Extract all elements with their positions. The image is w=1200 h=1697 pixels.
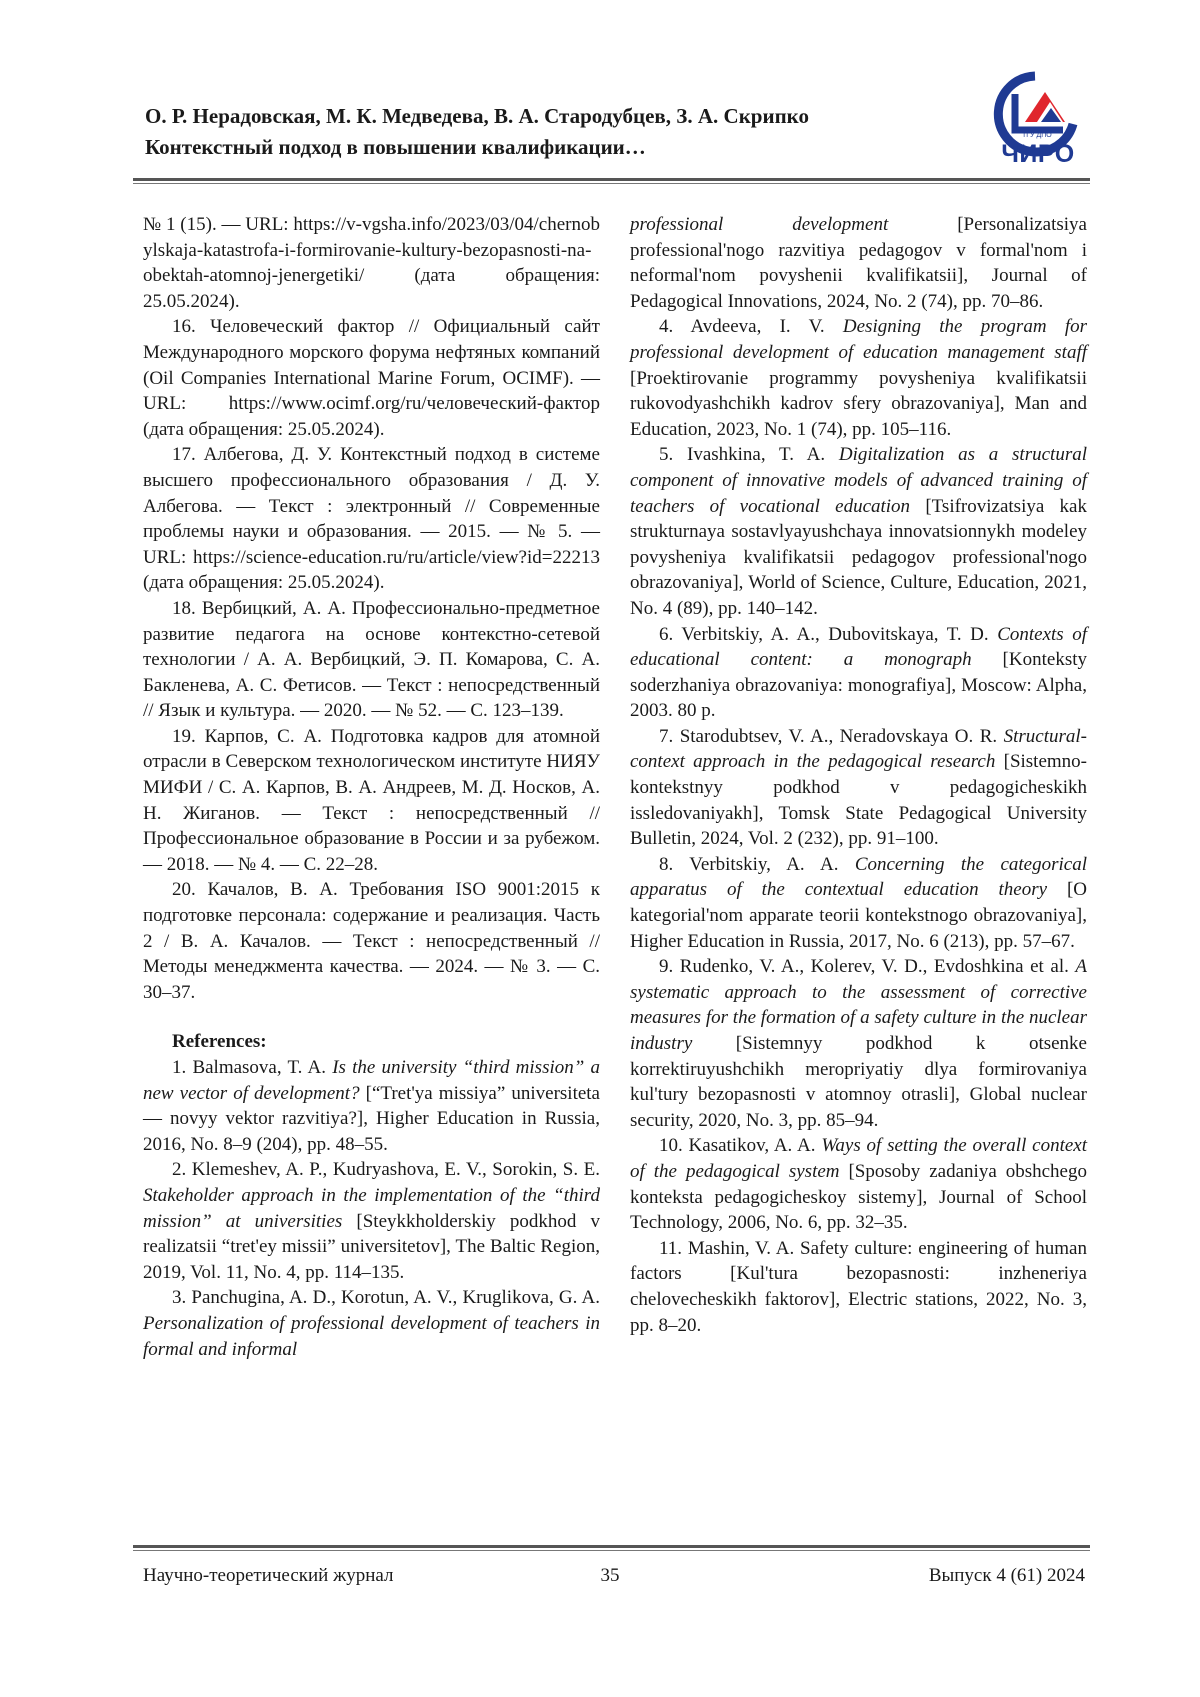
header-divider — [133, 178, 1090, 181]
en-reference-3-continuation: professional development [Personalizatsiya professional'nogo razvitiya pedagogov v formal'nom i neformal'nom povyshenii kvalifikatsii], Journal of Pedagogical Innovations, 2024, No. 2 (74), pp. 70–86. — [630, 214, 1087, 312]
page-number: 35 — [600, 1565, 620, 1586]
reference-18: 18. Вербицкий, А. А. Профессионально-предметное развитие педагога на основе контекстно-сетевой технологии / А. А. Вербицкий, Э. П. Комарова, С. А. Бакленева, А. С. Фетисов. — Текст : непосредственный // Язык и культура. — 2020. — № 52. — С. 123–139. — [143, 597, 600, 722]
footer-issue: Выпуск 4 (61) 2024 — [928, 1565, 1085, 1586]
reference-15-continuation: № 1 (15). — URL: https://v-vgsha.info/2023/03/04/chernobylskaja-katastrofa-i-formirovanie-kultury-bezopasnosti-na-obektah-atomnoj-jenergetiki/ (дата обращения: 25.05.2024). — [143, 214, 600, 312]
header-title: Контекстный подход в повышении квалификации… — [145, 135, 646, 159]
header-divider-thin — [133, 183, 1090, 184]
logo-small-text: ТГУ ДПО — [1022, 132, 1052, 139]
en-reference-11: 11. Mashin, V. A. Safety culture: engineering of human factors [Kul'tura bezopasnosti: inzheneriya chelovecheskikh faktorov], Electric stations, 2022, No. 3, pp. 8–20. — [630, 1237, 1087, 1336]
en-reference-6: 6. Verbitskiy, A. A., Dubovitskaya, T. D. Contexts of educational content: a monograph [Konteksty soderzhaniya obrazovaniya: monografiya], Moscow: Alpha, 2003. 80 p. — [630, 623, 1087, 722]
en-reference-8: 8. Verbitskiy, A. A. Concerning the categorical apparatus of the contextual education theory [O kategorial'nom apparate teorii kontekstnogo obrazovaniya], Higher Education in Russia, 2017, No. 6 (213), pp. 57–67. — [630, 853, 1087, 952]
footer-divider — [133, 1545, 1090, 1548]
reference-16: 16. Человеческий фактор // Официальный сайт Международного морского форума нефтяных компаний (Oil Companies International Marine Forum, OCIMF). — URL: https://www.ocimf.org/ru/человеческий-фактор (дата обращения: 25.05.2024). — [143, 316, 600, 440]
right-column — [630, 212, 1087, 1338]
en-reference-4: 4. Avdeeva, I. V. Designing the program for professional development of education management staff [Proektirovanie programmy povysheniya kvalifikatsii rukovodyashchikh kadrov sfery obrazovaniya], Man and Education, 2023, No. 1 (74), pp. 105–116. — [630, 316, 1087, 440]
en-reference-9: 9. Rudenko, V. A., Kolerev, V. D., Evdoshkina et al. A systematic approach to the assessment of corrective measures for the formation of a safety culture in the nuclear industry [Sistemnyy podkhod k otsenke korrektiruyushchikh meropriyatiy dlya formirovaniya kul'tury bezopasnosti v atomnoy otrasli], Global nuclear security, 2020, No. 3, pp. 85–94. — [630, 956, 1087, 1131]
reference-20: 20. Качалов, В. А. Требования ISO 9001:2015 к подготовке персонала: содержание и реализация. Часть 2 / В. А. Качалов. — Текст : непосредственный // Методы менеджмента качества. — 2024. — № 3. — С. 30–37. — [143, 879, 600, 1003]
en-reference-1: 1. Balmasova, T. A. Is the university “third mission” a new vector of development? [“Tret'ya missiya” universiteta — novyy vektor razvitiya?], Higher Education in Russia, 2016, No. 8–9 (204), pp. 48–55. — [143, 1057, 601, 1155]
en-reference-2: 2. Klemeshev, A. P., Kudryashova, E. V., Sorokin, S. E. Stakeholder approach in the implementation of the “third mission” at universities [Steykkholderskiy podkhod v realizatsii “tret'ey missii” universitetov], The Baltic Region, 2019, Vol. 11, No. 4, pp. 114–135. — [143, 1159, 600, 1283]
left-column — [143, 212, 600, 1362]
en-reference-5: 5. Ivashkina, T. A. Digitalization as a structural component of innovative models of advanced training of teachers of vocational education [Tsifrovizatsiya kak strukturnaya sostavlyayushchaya innovatsionnykh modeley povysheniya kvalifikatsii pedagogov professional'nogo obrazovaniya], World of Science, Culture, Education, 2021, No. 4 (89), pp. 140–142. — [630, 444, 1087, 619]
en-reference-7: 7. Starodubtsev, V. A., Neradovskaya O. R. Structural-context approach in the pedagogical research [Sistemno-kontekstnyy podkhod v pedagogicheskikh issledovaniyakh], Tomsk State Pedagogical University Bulletin, 2024, Vol. 2 (232), pp. 91–100. — [630, 725, 1088, 850]
en-reference-10: 10. Kasatikov, A. A. Ways of setting the overall context of the pedagogical system [Sposoby zadaniya obshchego konteksta pedagogicheskoy sistemy], Journal of School Technology, 2006, No. 6, pp. 32–35. — [630, 1135, 1087, 1234]
footer-journal: Научно-теоретический журнал — [143, 1565, 394, 1586]
en-reference-3: 3. Panchugina, A. D., Korotun, A. V., Kruglikova, G. A. Personalization of professional development of teachers in formal and informal — [143, 1287, 600, 1360]
reference-19: 19. Карпов, С. А. Подготовка кадров для атомной отрасли в Северском технологическом институте НИЯУ МИФИ / С. А. Карпов, В. А. Андреев, М. Д. Носков, А. Н. Жиганов. — Текст : непосредственный // Профессиональное образование в России и за рубежом. — 2018. — № 4. — С. 22–28. — [143, 725, 600, 875]
reference-15-url[interactable]: https://v-vgsha.info/2023/03/04/chernobylskaja-katastrofa-i-formirovanie-kultury-bezopasnosti-na-obektah-atomnoj-jenergetiki/ — [143, 214, 600, 287]
logo-text: ЧИРО — [1001, 140, 1075, 168]
references-heading: References: — [172, 1031, 267, 1053]
reference-17: 17. Албегова, Д. У. Контекстный подход в системе высшего профессионального образования / Д. У. Албегова. — Текст : электронный // Современные проблемы науки и образования. — 2015. — № 5. — URL: https://science-education.ru/ru/article/view?id=22213 (дата обращения: 25.05.2024). — [143, 444, 600, 594]
footer-divider-thin — [133, 1550, 1090, 1551]
header-authors: О. Р. Нерадовская, М. К. Медведева, В. А. Стародубцев, З. А. Скрипко — [145, 104, 809, 128]
